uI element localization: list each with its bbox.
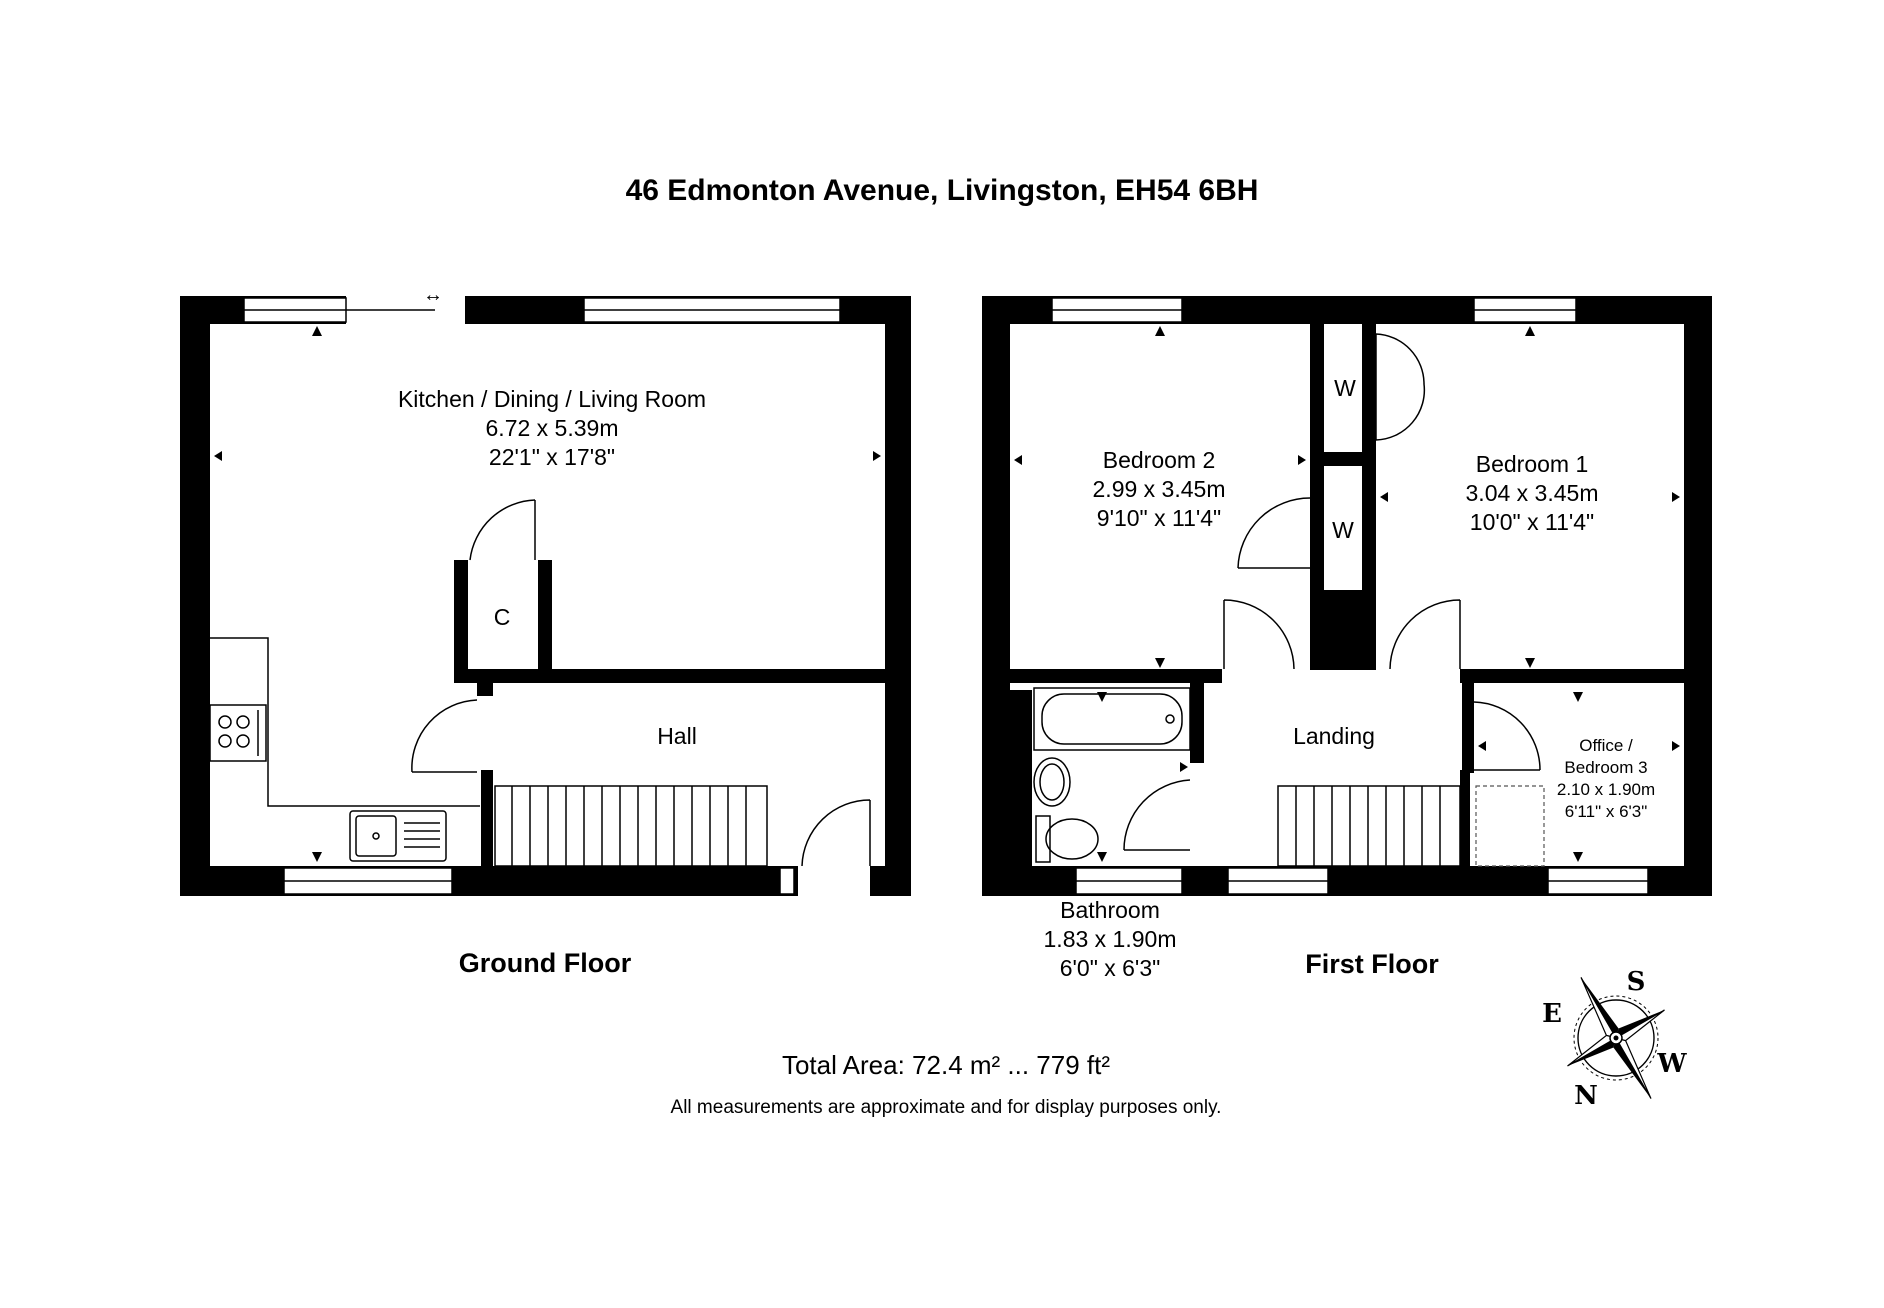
wall-right — [1684, 296, 1712, 896]
room-metric-bedroom2: 2.99 x 3.45m — [1092, 476, 1226, 502]
room-name-office-line1: Office / — [1579, 736, 1633, 755]
room-metric-bathroom: 1.83 x 1.90m — [1043, 926, 1177, 952]
wall-bottom-left — [180, 866, 798, 896]
compass-rose-icon — [1533, 949, 1700, 1126]
compass-south: S — [1626, 967, 1646, 997]
wall-cupboard-left — [454, 560, 468, 683]
wall-bedroom2-bottom — [1008, 669, 1222, 683]
wall-chimney — [1310, 590, 1376, 670]
compass-north: N — [1574, 1081, 1598, 1111]
room-name-bathroom: Bathroom — [1060, 897, 1160, 923]
room-name-bedroom2: Bedroom 2 — [1102, 447, 1216, 473]
wall-stair — [481, 770, 493, 866]
room-metric-bedroom1: 3.04 x 3.45m — [1465, 480, 1599, 506]
wall-bottom-right — [870, 866, 911, 896]
floor-label-ground: Ground Floor — [458, 948, 632, 978]
wall-cupboard-bottom — [454, 669, 552, 683]
room-name-office-line2: Bedroom 3 — [1564, 758, 1648, 777]
room-imperial-kitchen: 22'1" x 17'8" — [488, 444, 616, 470]
door-frame — [780, 868, 794, 894]
wardrobe-door-a — [1376, 334, 1424, 440]
sink — [350, 811, 446, 861]
compass-east: E — [1542, 999, 1562, 1029]
wall-bed1-left — [1362, 320, 1376, 460]
kitchen-worktop — [210, 638, 480, 806]
room-name-landing: Landing — [1293, 723, 1375, 749]
room-metric-office: 2.10 x 1.90m — [1556, 780, 1656, 799]
toilet — [1036, 816, 1050, 862]
room-name-kitchen: Kitchen / Dining / Living Room — [397, 386, 707, 412]
total-area: Total Area: 72.4 m² ... 779 ft² — [781, 1050, 1111, 1080]
bedroom2-door — [1224, 600, 1294, 669]
wall-cupboard-right — [538, 560, 552, 683]
bulkhead — [1476, 786, 1544, 866]
room-imperial-office: 6'11" x 6'3" — [1564, 802, 1648, 821]
room-imperial-bedroom2: 9'10" x 11'4" — [1096, 505, 1222, 531]
wall-kitchen-hall — [543, 669, 886, 683]
hall-door — [412, 700, 477, 772]
front-door — [802, 800, 870, 866]
room-metric-kitchen: 6.72 x 5.39m — [485, 415, 619, 441]
room-name-wardrobe-a: W — [1334, 375, 1356, 401]
wardrobe-door-b — [1238, 498, 1310, 568]
cupboard-door — [470, 500, 535, 560]
wall-right — [885, 296, 911, 896]
ground-floor-plan — [180, 284, 911, 978]
floor-label-first: First Floor — [1305, 949, 1439, 979]
wall-left — [180, 296, 210, 896]
wall-wardrobe-a — [1310, 296, 1324, 458]
wall-bathroom-right — [1190, 683, 1204, 763]
room-name-wardrobe-b: W — [1332, 517, 1354, 543]
compass-west: W — [1657, 1049, 1687, 1079]
disclaimer: All measurements are approximate and for display purposes only. — [670, 1097, 1222, 1118]
wall-bedroom1-bottom — [1460, 669, 1688, 683]
staircase — [495, 786, 767, 866]
room-name-cupboard: C — [493, 604, 511, 630]
room-imperial-bathroom: 6'0" x 6'3" — [1059, 955, 1161, 981]
room-name-bedroom1: Bedroom 1 — [1475, 451, 1589, 477]
page-title: 46 Edmonton Avenue, Livingston, EH54 6BH — [625, 174, 1259, 207]
room-imperial-bedroom1: 10'0" x 11'4" — [1469, 509, 1595, 535]
bedroom1-door — [1390, 600, 1460, 669]
room-name-hall: Hall — [657, 723, 697, 749]
bathroom-door — [1124, 780, 1190, 850]
sliding-arrow-icon: ↔ — [423, 284, 443, 306]
staircase — [1278, 786, 1460, 866]
first-floor-plan — [982, 296, 1712, 981]
wall-office-left — [1462, 683, 1474, 773]
office-door — [1474, 702, 1540, 770]
wall-bathroom-corner — [982, 690, 1032, 896]
